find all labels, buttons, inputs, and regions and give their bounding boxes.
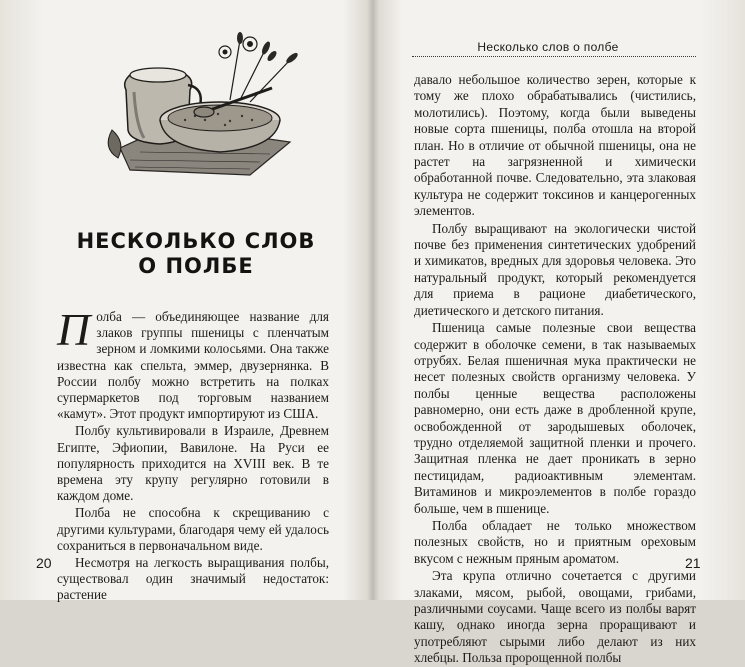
chapter-title-line-1: НЕСКОЛЬКО СЛОВ	[76, 229, 316, 253]
running-head: Несколько слов о полбе	[477, 40, 619, 54]
page-number-left: 20	[36, 555, 52, 571]
paragraph: Полбу выращивают на экологически чистой почве без применения синтетических удобрений и химикатов, вредных для здоровья человека. Это натуральный продукт, который рекомендуется для приема в рационе диабетического, диетического и детского питания.	[414, 220, 696, 318]
pot-bowl-illustration	[100, 30, 310, 180]
paragraph: Полба не способна к скрещиванию с другими культурами, благодаря чему ей удалось сохраниться в первоначальном виде.	[57, 505, 329, 553]
paragraph: Несмотря на легкость выращивания полбы, существовал один значимый недостаток: растение	[57, 555, 329, 603]
paragraph: Полбу культивировали в Израиле, Древнем Египте, Эфиопии, Вавилоне. На Руси ее популярность приходится на XVIII век. В те времена эту крупу регулярно готовили в каждом доме.	[57, 423, 329, 504]
page-number-right: 21	[685, 555, 701, 571]
paragraph: давало небольшое количество зерен, которые к тому же плохо обрабатывались (чистились, молотились). Поэтому, когда были выведены новые сорта пшеницы, полба отошла на второй план. Но в отличие от обычной пшеницы, она не растет на загрязненной и химически обработанной почве. Следовательно, эта злаковая культура не содержит токсинов и канцерогенных элементов.	[414, 72, 696, 219]
paragraph: Полба обладает не только множеством полезных свойств, но и приятным ореховым вкусом с нежным пряным ароматом.	[414, 517, 696, 566]
paragraph: Пшеница самые полезные свои вещества содержит в оболочке семени, в так называемых отрубях. Белая пшеничная мука практически не несет полезных свойств организму человека. У полбы ценные вещества расположены равномерно, они есть даже в дробленной крупе, освобожденной от зародышевых оболочек, трудно отделяемой защитной пленки и прочего. Защитная пленка не дает проникать в зерно пестицидам, радиоактивным элементам. Витаминов и микроэлементов в полбе гораздо больше, чем в пшенице.	[414, 320, 696, 516]
chapter-title-line-2: О ПОЛБЕ	[138, 254, 254, 278]
left-page	[0, 0, 372, 603]
left-body-text	[57, 304, 329, 604]
right-body-text	[414, 72, 696, 667]
paragraph: Полба — объединяющее название для злаков группы пшеницы с пленчатым зерном и ломкими колосьями. Она также известна как спельта, эммер, двузернянка. В России полбу можно встретить на полках супермаркетов под торговым названием «камут». Этот продукт импортируют из США.	[57, 304, 329, 422]
paragraph: Эта крупа отлично сочетается с другими злаками, мясом, рыбой, овощами, грибами, различными соусами. Чаще всего из полбы варят кашу, однако иногда зерна проращивают и употребляют сырыми либо делают из них хлебцы. Польза пророщенной полбы	[414, 568, 696, 666]
drop-cap: П	[57, 304, 91, 355]
running-head-divider	[412, 56, 696, 57]
